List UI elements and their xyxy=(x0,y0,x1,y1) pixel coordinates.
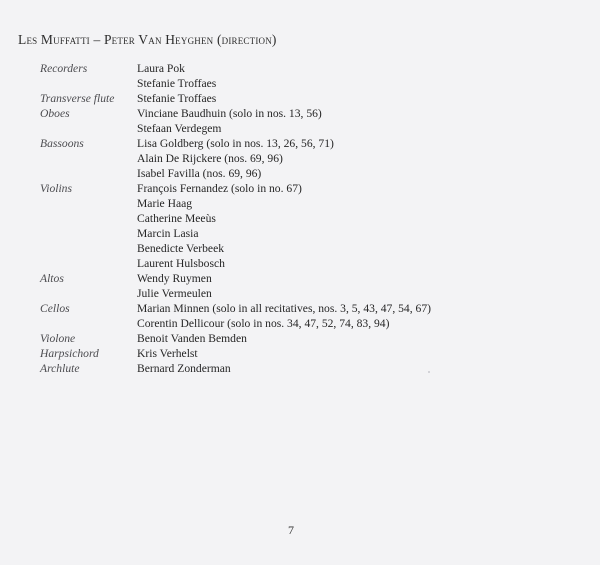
roster-row xyxy=(40,346,560,361)
instrument-label: Oboes xyxy=(40,107,70,120)
instrument-label: Altos xyxy=(40,272,64,285)
performer-name: Laura Pok xyxy=(137,62,185,75)
roster-row xyxy=(40,316,560,331)
performer-name: Marian Minnen (solo in all recitatives, nos. 3, 5, 43, 47, 54, 67) xyxy=(137,302,431,315)
roster-row xyxy=(40,301,560,316)
roster-row xyxy=(40,106,560,121)
instrument-label: Bassoons xyxy=(40,137,84,150)
performer-name: Wendy Ruymen xyxy=(137,272,212,285)
performer-name: Corentin Dellicour (solo in nos. 34, 47, 52, 74, 83, 94) xyxy=(137,317,390,330)
roster-row xyxy=(40,181,560,196)
roster-row xyxy=(40,271,560,286)
performer-name: Stefanie Troffaes xyxy=(137,92,217,105)
performer-name: Marcin Lasia xyxy=(137,227,199,240)
roster-row xyxy=(40,196,560,211)
performer-name: François Fernandez (solo in no. 67) xyxy=(137,182,302,195)
performer-name: Julie Vermeulen xyxy=(137,287,212,300)
roster-row xyxy=(40,76,560,91)
performer-name: Marie Haag xyxy=(137,197,193,210)
performer-name: Stefaan Verdegem xyxy=(137,122,222,135)
performer-name: Isabel Favilla (nos. 69, 96) xyxy=(137,167,262,180)
instrument-label: Cellos xyxy=(40,302,70,315)
performer-roster xyxy=(40,61,560,376)
roster-row xyxy=(40,331,560,346)
performer-name: Vinciane Baudhuin (solo in nos. 13, 56) xyxy=(137,107,322,120)
roster-row xyxy=(40,256,560,271)
instrument-label: Archlute xyxy=(40,362,80,375)
performer-name: Stefanie Troffaes xyxy=(137,77,217,90)
performer-name: Kris Verhelst xyxy=(137,347,198,360)
roster-row xyxy=(40,91,560,106)
roster-row xyxy=(40,136,560,151)
performer-name: Benoit Vanden Bemden xyxy=(137,332,247,345)
performer-name: Alain De Rijckere (nos. 69, 96) xyxy=(137,152,283,165)
instrument-label: Recorders xyxy=(40,62,88,75)
performer-name: Catherine Meeùs xyxy=(137,212,216,225)
page-number: 7 xyxy=(288,523,294,537)
paper-speck xyxy=(428,371,430,373)
instrument-label: Violins xyxy=(40,182,72,195)
performer-name: Lisa Goldberg (solo in nos. 13, 26, 56, 71) xyxy=(137,137,334,150)
performer-name: Bernard Zonderman xyxy=(137,362,231,375)
roster-row xyxy=(40,241,560,256)
instrument-label: Violone xyxy=(40,332,76,345)
performer-name: Laurent Hulsbosch xyxy=(137,257,225,270)
instrument-label: Harpsichord xyxy=(40,347,99,360)
roster-row xyxy=(40,61,560,76)
roster-row xyxy=(40,211,560,226)
instrument-label: Transverse flute xyxy=(40,92,115,105)
ensemble-heading: Les Muffatti – Peter Van Heyghen (direction) xyxy=(18,32,277,47)
roster-row xyxy=(40,166,560,181)
roster-row xyxy=(40,226,560,241)
performer-name: Benedicte Verbeek xyxy=(137,242,225,255)
roster-row xyxy=(40,151,560,166)
roster-row xyxy=(40,286,560,301)
roster-row xyxy=(40,121,560,136)
roster-row xyxy=(40,361,560,376)
